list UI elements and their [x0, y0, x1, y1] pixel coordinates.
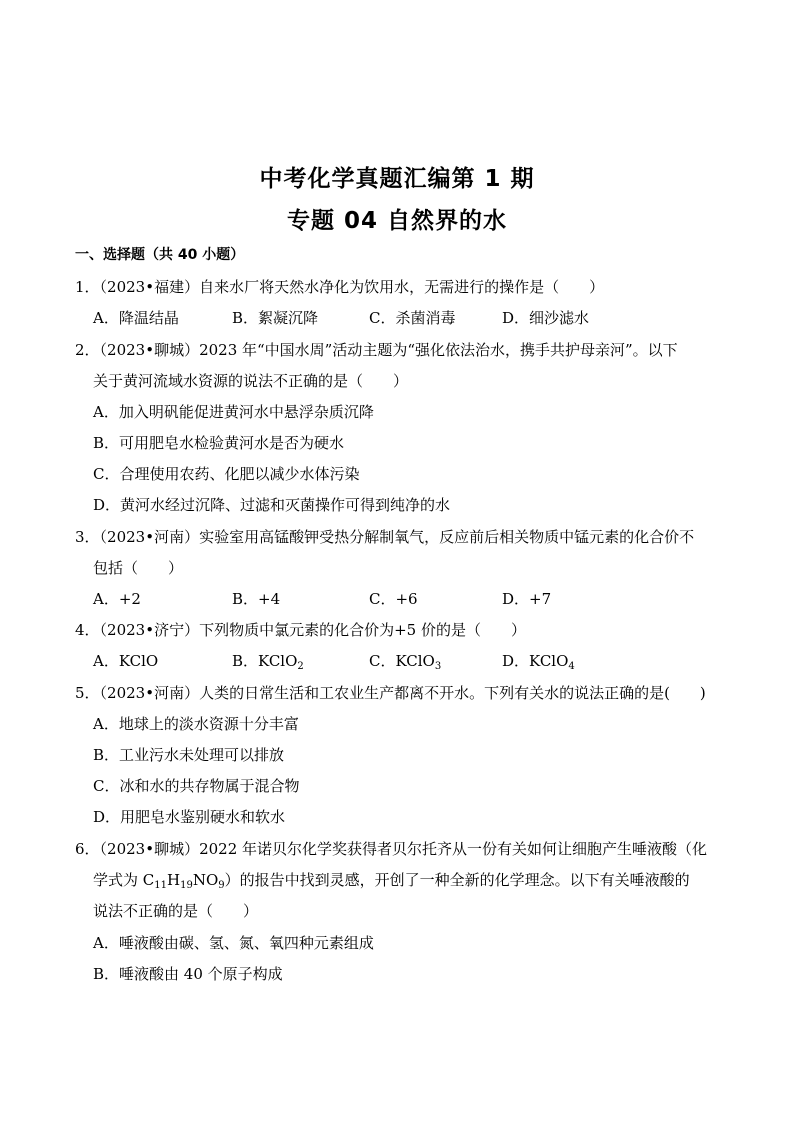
question-4-stem: 4．（2023•济宁）下列物质中氯元素的化合价为+5 价的是（ ） [75, 621, 526, 639]
stem-text: ）的报告中找到灵感，开创了一种全新的化学理念。以下有关唾液酸的 [224, 871, 690, 889]
question-4-option-c [369, 650, 441, 671]
question-6-stem-line1: 6．（2023•聊城）2022 年诺贝尔化学奖获得者贝尔托齐从一份有关如何让细胞产生唾液酸（化 [75, 840, 708, 858]
document-title: 中考化学真题汇编第 1 期 [259, 166, 535, 192]
question-6-option-a: A．唾液酸由碳、氢、氮、氧四种元素组成 [93, 934, 374, 952]
question-1-option-d: D．细沙滤水 [502, 309, 590, 327]
subscript: 9 [218, 880, 225, 891]
question-1-option-a: A．降温结晶 [93, 309, 179, 327]
subscript: 19 [180, 880, 193, 891]
subscript: 11 [154, 880, 167, 891]
question-5-option-c: C．冰和水的共存物属于混合物 [93, 777, 300, 795]
document-subtitle: 专题 04 自然界的水 [286, 208, 508, 234]
question-2-option-c: C．合理使用农药、化肥以减少水体污染 [93, 465, 360, 483]
question-3-option-b: B．+4 [232, 590, 281, 608]
formula-part: NO [192, 871, 219, 889]
question-1-option-b: B．絮凝沉降 [232, 309, 319, 327]
question-4-option-d [502, 650, 575, 671]
subscript: 2 [297, 661, 304, 672]
question-3-option-d: D．+7 [502, 590, 552, 608]
question-4-option-b-text: B．KClO [232, 652, 298, 670]
question-5-option-a: A．地球上的淡水资源十分丰富 [93, 715, 299, 733]
question-5-option-d: D．用肥皂水鉴别硬水和软水 [93, 808, 286, 826]
question-4-option-d-text: D．KClO [502, 652, 569, 670]
question-5-stem: 5．（2023•河南）人类的日常生活和工农业生产都离不开水。下列有关水的说法正确的是( ) [75, 684, 706, 702]
question-1-option-c: C．杀菌消毒 [369, 309, 456, 327]
question-3-option-a: A．+2 [93, 590, 141, 608]
question-6-option-b: B．唾液酸由 40 个原子构成 [93, 965, 283, 983]
formula-part: 学式为 C [93, 871, 155, 889]
question-4-option-c-text: C．KClO [369, 652, 435, 670]
formula-part: H [166, 871, 181, 889]
question-3-stem-line1: 3．（2023•河南）实验室用高锰酸钾受热分解制氧气，反应前后相关物质中锰元素的化合价不 [75, 528, 695, 546]
question-2-stem-line2: 关于黄河流域水资源的说法不正确的是（ ） [93, 372, 409, 390]
question-6-stem-line2 [93, 869, 690, 890]
subscript: 3 [434, 661, 442, 672]
question-4-option-a: A．KClO [93, 652, 159, 670]
question-2-option-d: D．黄河水经过沉降、过滤和灭菌操作可得到纯净的水 [93, 496, 451, 514]
question-5-option-b: B．工业污水未处理可以排放 [93, 746, 285, 764]
question-4-option-b [232, 650, 304, 671]
section-heading: 一、选择题（共 40 小题） [75, 247, 245, 263]
question-2-option-a: A．加入明矾能促进黄河水中悬浮杂质沉降 [93, 403, 374, 421]
question-6-stem-line3: 说法不正确的是（ ） [93, 902, 259, 920]
question-3-option-c: C．+6 [369, 590, 418, 608]
question-1-stem: 1．（2023•福建）自来水厂将天然水净化为饮用水，无需进行的操作是（ ） [75, 278, 605, 296]
question-3-stem-line2: 包括（ ） [93, 559, 184, 577]
question-2-option-b: B．可用肥皂水检验黄河水是否为硬水 [93, 434, 345, 452]
subscript: 4 [568, 661, 575, 672]
question-2-stem-line1: 2．（2023•聊城）2023 年“中国水周”活动主题为“强化依法治水，携手共护母亲河”。以下 [75, 341, 678, 359]
